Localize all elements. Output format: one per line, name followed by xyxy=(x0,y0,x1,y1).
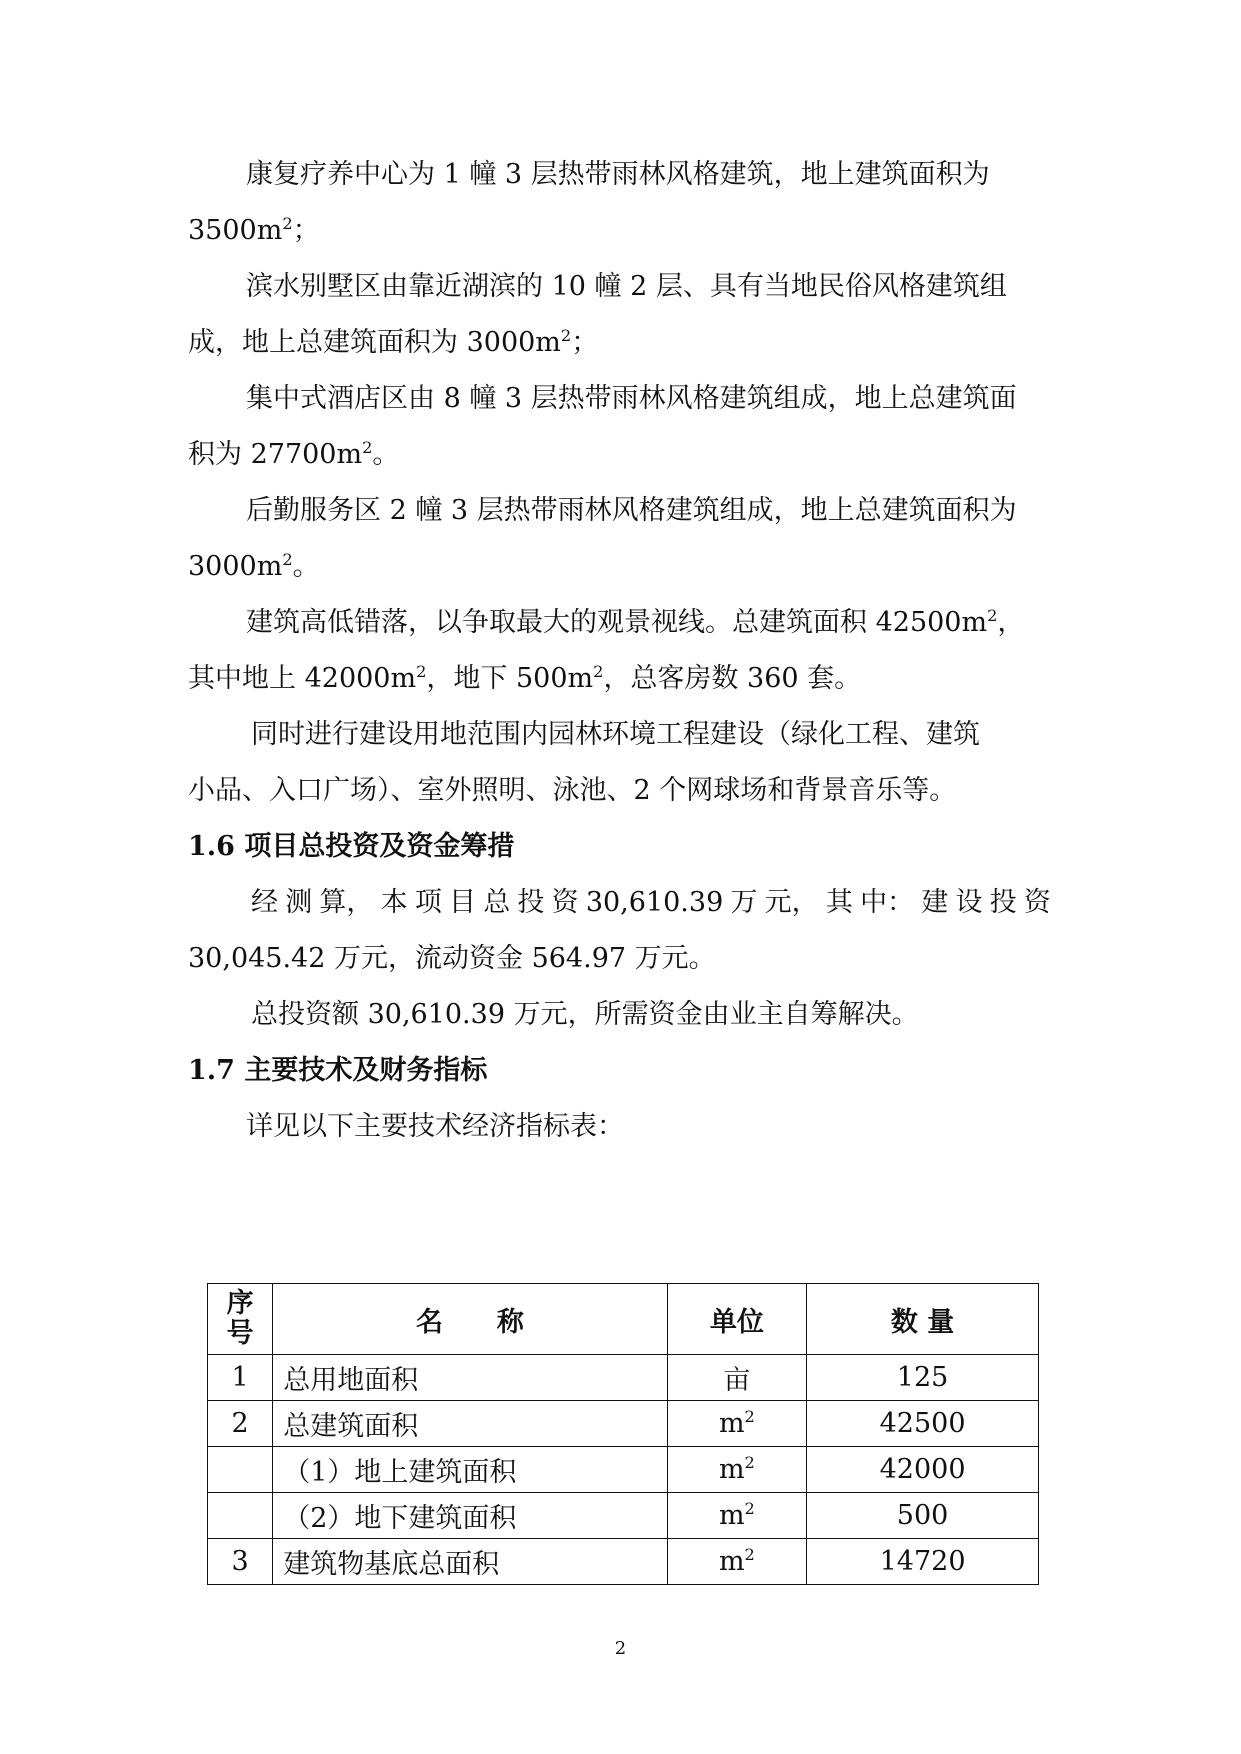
paragraph-text: 成，地上总建筑面积为 3000m xyxy=(188,327,561,358)
cell-unit xyxy=(667,1401,807,1447)
paragraph-villa-line1 xyxy=(246,269,1007,305)
paragraph-text: 康复疗养中心为 1 幢 3 层热带雨林风格建筑，地上建筑面积为 xyxy=(246,159,990,190)
cell-no: 3 xyxy=(208,1539,273,1585)
paragraph-logistics-line2 xyxy=(188,549,320,585)
header-no-line1: 序 xyxy=(226,1288,254,1319)
justified-word: 总 xyxy=(483,887,511,918)
cell-name: 建筑物基底总面积 xyxy=(273,1539,667,1585)
cell-no xyxy=(208,1447,273,1493)
table-row xyxy=(208,1355,1039,1401)
cell-unit xyxy=(667,1447,807,1493)
indicators-intro: 详见以下主要技术经济指标表： xyxy=(246,1111,624,1142)
cell-no: 2 xyxy=(208,1401,273,1447)
justified-word: 资 xyxy=(1023,887,1051,918)
paragraph-text: 积为 27700m xyxy=(188,439,363,470)
investment-paragraph-line1 xyxy=(251,885,1051,921)
superscript: 2 xyxy=(744,1407,755,1426)
superscript: 2 xyxy=(744,1453,755,1472)
justified-word: 30,610.39 xyxy=(585,887,724,918)
unit-text: 亩 xyxy=(723,1365,751,1396)
table-row xyxy=(208,1539,1039,1585)
cell-qty: 42500 xyxy=(807,1401,1039,1447)
unit-text: m xyxy=(718,1454,745,1485)
cell-no xyxy=(208,1493,273,1539)
cell-name: （1）地上建筑面积 xyxy=(273,1447,667,1493)
superscript: 2 xyxy=(560,326,572,345)
paragraph-summary-line2 xyxy=(188,661,861,697)
investment-funding-paragraph: 总投资额 30,610.39 万元，所需资金由业主自筹解决。 xyxy=(251,999,919,1030)
table-row xyxy=(208,1493,1039,1539)
justified-word: 项 xyxy=(414,887,442,918)
cell-qty: 125 xyxy=(807,1355,1039,1401)
justified-word: 万 xyxy=(730,887,758,918)
superscript: 2 xyxy=(593,662,604,681)
justified-word: 建 xyxy=(921,887,949,918)
header-unit: 单位 xyxy=(667,1284,807,1355)
punctuation: ， xyxy=(997,607,1025,638)
punctuation: 。 xyxy=(372,439,400,470)
section-heading-investment: 1.6 项目总投资及资金筹措 xyxy=(188,831,515,862)
superscript: 2 xyxy=(416,662,427,681)
justified-word: 算， xyxy=(319,887,374,918)
area-value: 3500m xyxy=(188,215,283,246)
cell-unit xyxy=(667,1355,807,1401)
justified-word: 资 xyxy=(551,887,579,918)
paragraph-landscape-line1 xyxy=(251,717,980,753)
justified-word: 投 xyxy=(989,887,1017,918)
superscript: 2 xyxy=(282,550,293,569)
paragraph-text: 滨水别墅区由靠近湖滨的 10 幢 2 层、具有当地民俗风格建筑组 xyxy=(246,271,1007,302)
justified-word: 目 xyxy=(449,887,477,918)
justified-word: 其 xyxy=(825,887,853,918)
justified-word: 本 xyxy=(380,887,408,918)
table-header-row xyxy=(208,1284,1039,1355)
paragraph-logistics-line1 xyxy=(246,493,1017,529)
header-name: 名 称 xyxy=(273,1284,667,1355)
paragraph-summary-line1 xyxy=(246,605,1024,641)
header-no xyxy=(208,1284,273,1355)
paragraph-landscape-line2 xyxy=(188,773,956,809)
justified-word: 设 xyxy=(955,887,983,918)
header-no-line2: 号 xyxy=(226,1318,254,1349)
table-row xyxy=(208,1401,1039,1447)
punctuation: ； xyxy=(292,215,320,246)
superscript: 2 xyxy=(987,606,998,625)
justified-word: 测 xyxy=(285,887,313,918)
paragraph-hotel-line2 xyxy=(188,437,399,473)
unit-text: m xyxy=(718,1500,745,1531)
justified-word: 元， xyxy=(764,887,819,918)
cell-unit xyxy=(667,1493,807,1539)
paragraph-text: 其中地上 42000m xyxy=(188,663,417,694)
superscript: 2 xyxy=(282,214,293,233)
superscript: 2 xyxy=(744,1545,755,1564)
paragraph-text: 小品、入口广场）、室外照明、泳池、2 个网球场和背景音乐等。 xyxy=(188,775,957,806)
investment-paragraph-line2: 30,045.42 万元，流动资金 564.97 万元。 xyxy=(188,943,716,974)
paragraph-text: 建筑高低错落，以争取最大的观景视线。总建筑面积 42500m xyxy=(246,607,988,638)
paragraph-text: 同时进行建设用地范围内园林环境工程建设（绿化工程、建筑 xyxy=(251,719,980,750)
area-value: 3000m xyxy=(188,551,283,582)
header-qty: 数 量 xyxy=(807,1284,1039,1355)
cell-qty: 500 xyxy=(807,1493,1039,1539)
superscript: 2 xyxy=(362,438,373,457)
indicators-table xyxy=(207,1283,1039,1585)
cell-unit xyxy=(667,1539,807,1585)
paragraph-rehab-line1 xyxy=(246,157,990,193)
page-number: 2 xyxy=(614,1638,627,1659)
paragraph-villa-line2 xyxy=(188,325,598,361)
paragraph-text: ，总客房数 360 套。 xyxy=(603,663,862,694)
punctuation: 。 xyxy=(292,551,320,582)
punctuation: ； xyxy=(571,327,599,358)
paragraph-text: 后勤服务区 2 幢 3 层热带雨林风格建筑组成，地上总建筑面积为 xyxy=(246,495,1017,526)
paragraph-rehab-line2 xyxy=(188,213,320,249)
cell-name: 总用地面积 xyxy=(273,1355,667,1401)
justified-word: 投 xyxy=(517,887,545,918)
cell-qty: 42000 xyxy=(807,1447,1039,1493)
table-row xyxy=(208,1447,1039,1493)
cell-qty: 14720 xyxy=(807,1539,1039,1585)
paragraph-hotel-line1 xyxy=(246,381,1017,417)
cell-name: （2）地下建筑面积 xyxy=(273,1493,667,1539)
cell-no: 1 xyxy=(208,1355,273,1401)
unit-text: m xyxy=(718,1546,745,1577)
justified-word: 经 xyxy=(251,887,278,918)
paragraph-text: ，地下 500m xyxy=(426,663,594,694)
justified-word: 中： xyxy=(860,887,915,918)
unit-text: m xyxy=(718,1408,745,1439)
paragraph-text: 集中式酒店区由 8 幢 3 层热带雨林风格建筑组成，地上总建筑面 xyxy=(246,383,1017,414)
superscript: 2 xyxy=(744,1499,755,1518)
cell-name: 总建筑面积 xyxy=(273,1401,667,1447)
section-heading-indicators: 1.7 主要技术及财务指标 xyxy=(188,1055,488,1086)
